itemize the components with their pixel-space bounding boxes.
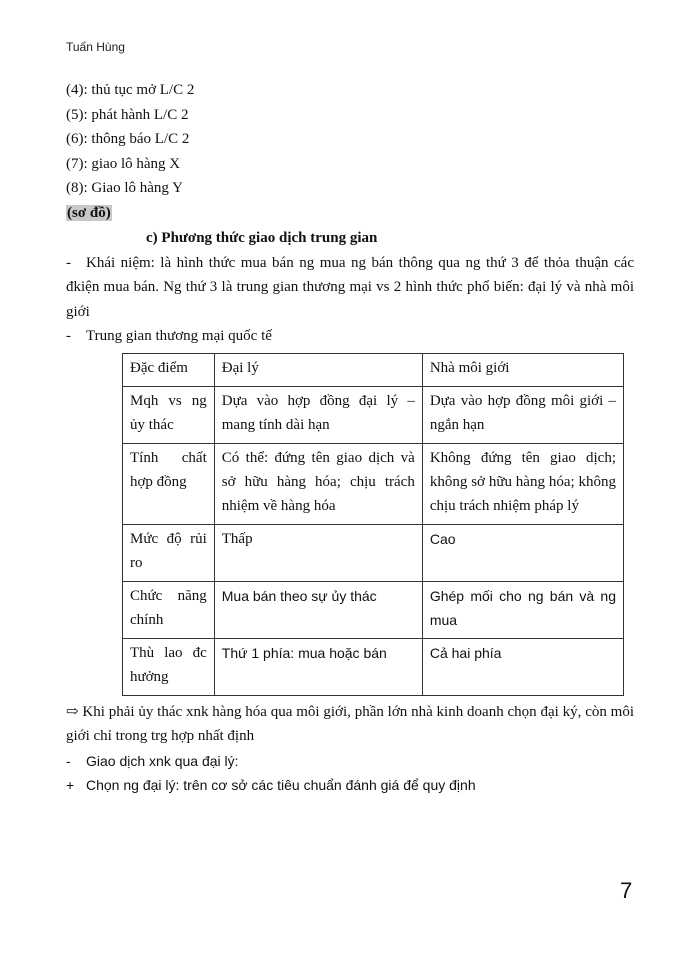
plus-marker: + xyxy=(66,777,75,793)
table-cell: Cao xyxy=(422,524,623,581)
conclusion-text: Khi phải ủy thác xnk hàng hóa qua môi giới, phần lớn nhà kinh doanh chọn đại ký, còn môi giới chỉ trong trg hợp nhất định xyxy=(66,703,635,744)
table-row xyxy=(123,443,624,524)
table-row xyxy=(123,524,624,581)
table-cell: Thù lao đc hưởng xyxy=(123,638,215,695)
intl-intermediary-item xyxy=(66,324,634,349)
table-row xyxy=(123,638,624,695)
choose-agent-item xyxy=(66,773,634,798)
table-row xyxy=(123,581,624,638)
table-cell: Chức năng chính xyxy=(123,581,215,638)
dash-marker: - xyxy=(66,752,71,769)
table-row xyxy=(123,386,624,443)
table-cell: Thấp xyxy=(214,524,422,581)
comparison-table xyxy=(122,353,624,696)
step-item: (8): Giao lô hàng Y xyxy=(66,180,183,196)
table-cell: Cả hai phía xyxy=(422,638,623,695)
table-cell: Thứ 1 phía: mua hoặc bán xyxy=(214,638,422,695)
table-header-cell: Nhà môi giới xyxy=(422,353,623,386)
table-header-row xyxy=(123,353,624,386)
table-cell: Không đứng tên giao dịch; không sở hữu hàng hóa; không chịu trách nhiệm pháp lý xyxy=(422,443,623,524)
choose-agent-text: Chọn ng đại lý: trên cơ sở các tiêu chuẩn đánh giá để quy định xyxy=(86,777,476,793)
dash-marker: - xyxy=(66,254,71,271)
section-heading: c) Phương thức giao dịch trung gian xyxy=(146,230,378,246)
table-cell: Mua bán theo sự ủy thác xyxy=(214,581,422,638)
table-header-cell: Đại lý xyxy=(214,353,422,386)
page-header-author: Tuấn Hùng xyxy=(66,40,125,54)
table-cell: Dựa vào hợp đồng đại lý – mang tính dài hạn xyxy=(214,386,422,443)
right-arrow-icon: ⇨ xyxy=(66,703,79,720)
concept-paragraph xyxy=(66,251,634,325)
table-cell: Ghép mối cho ng bán và ng mua xyxy=(422,581,623,638)
conclusion-paragraph xyxy=(66,700,634,749)
step-item: (5): phát hành L/C 2 xyxy=(66,106,189,123)
dash-marker: - xyxy=(66,328,71,344)
intl-intermediary-text: Trung gian thương mại quốc tế xyxy=(86,328,272,344)
step-item: (6): thông báo L/C 2 xyxy=(66,131,190,147)
table-cell: Có thể: đứng tên giao dịch và sở hữu hàng hóa; chịu trách nhiệm về hàng hóa xyxy=(214,443,422,524)
step-item: (4): thủ tục mở L/C 2 xyxy=(66,82,195,98)
agency-trade-item xyxy=(66,749,634,774)
step-item: (7): giao lô hàng X xyxy=(66,155,181,172)
page-number: 7 xyxy=(620,878,633,903)
concept-text: Khái niệm: là hình thức mua bán ng mua ng bán thông qua ng thứ 3 để thỏa thuận các đkiện mua bán. Ng thứ 3 là trung gian thương mại vs 2 hình thức phổ biến: đại lý và nhà môi giới xyxy=(66,254,634,320)
agency-trade-text: Giao dịch xnk qua đại lý: xyxy=(86,752,239,769)
table-cell: Tính chất hợp đồng xyxy=(123,443,215,524)
table-cell: Mqh vs ng ủy thác xyxy=(123,386,215,443)
table-header-cell: Đặc điểm xyxy=(123,353,215,386)
diagram-note: (sơ đồ) xyxy=(67,204,111,221)
table-cell: Mức độ rủi ro xyxy=(123,524,215,581)
document-body xyxy=(66,78,634,798)
table-cell: Dựa vào hợp đồng môi giới – ngắn hạn xyxy=(422,386,623,443)
